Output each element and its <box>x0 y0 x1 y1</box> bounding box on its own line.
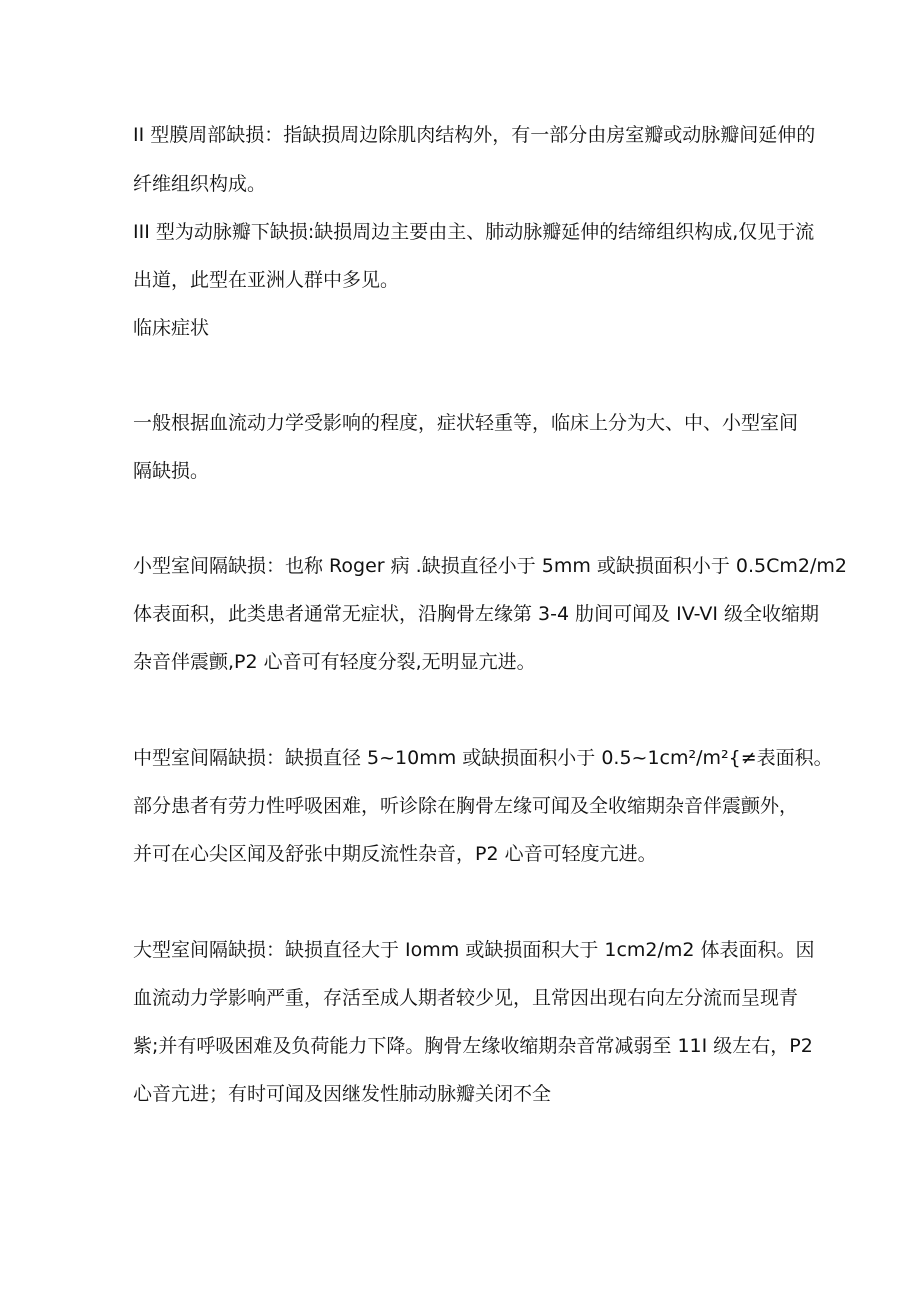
type2-line-1: II 型膜周部缺损：指缺损周边除肌肉结构外，有一部分由房室瓣或动脉瓣间延伸的 <box>133 124 816 146</box>
intro-line-2: 隔缺损。 <box>133 460 210 482</box>
section-heading: 临床症状 <box>133 317 210 339</box>
type3-line-1: III 型为动脉瓣下缺损:缺损周边主要由主、肺动脉瓣延伸的结缔组织构成,仅见于流 <box>133 221 815 243</box>
large-vsd-line-2: 血流动力学影响严重，存活至成人期者较少见，且常因出现右向左分流而呈现青 <box>133 987 799 1009</box>
large-vsd-line-4: 心音亢进；有时可闻及因继发性肺动脉瓣关闭不全 <box>133 1083 552 1105</box>
large-vsd-line-1: 大型室间隔缺损：缺损直径大于 Iomm 或缺损面积大于 1cm2∕m2 体表面积。因 <box>133 939 815 961</box>
small-vsd-line-2: 体表面积，此类患者通常无症状，沿胸骨左缘第 3-4 肋间可闻及 IV-VI 级全收缩期 <box>133 603 820 625</box>
large-vsd-line-3: 紫;并有呼吸困难及负荷能力下降。胸骨左缘收缩期杂音常减弱至 11I 级左右，P2 <box>133 1035 813 1057</box>
type2-line-2: 纤维组织构成。 <box>133 173 267 195</box>
medium-vsd-line-3: 并可在心尖区闻及舒张中期反流性杂音，P2 心音可轻度亢进。 <box>133 843 657 865</box>
medium-vsd-line-2: 部分患者有劳力性呼吸困难，听诊除在胸骨左缘可闻及全收缩期杂音伴震颤外， <box>133 795 799 817</box>
intro-line-1: 一般根据血流动力学受影响的程度，症状轻重等，临床上分为大、中、小型室间 <box>133 412 799 434</box>
small-vsd-line-3: 杂音伴震颤,P2 心音可有轻度分裂,无明显亢进。 <box>133 651 536 673</box>
medium-vsd-line-1: 中型室间隔缺损：缺损直径 5~10mm 或缺损面积小于 0.5~1cm²∕m²{≠表面积。 <box>133 747 833 769</box>
type3-line-2: 出道，此型在亚洲人群中多见。 <box>133 269 400 291</box>
small-vsd-line-1: 小型室间隔缺损：也称 Roger 病 .缺损直径小于 5mm 或缺损面积小于 0.5Cm2∕m2 <box>133 555 847 577</box>
